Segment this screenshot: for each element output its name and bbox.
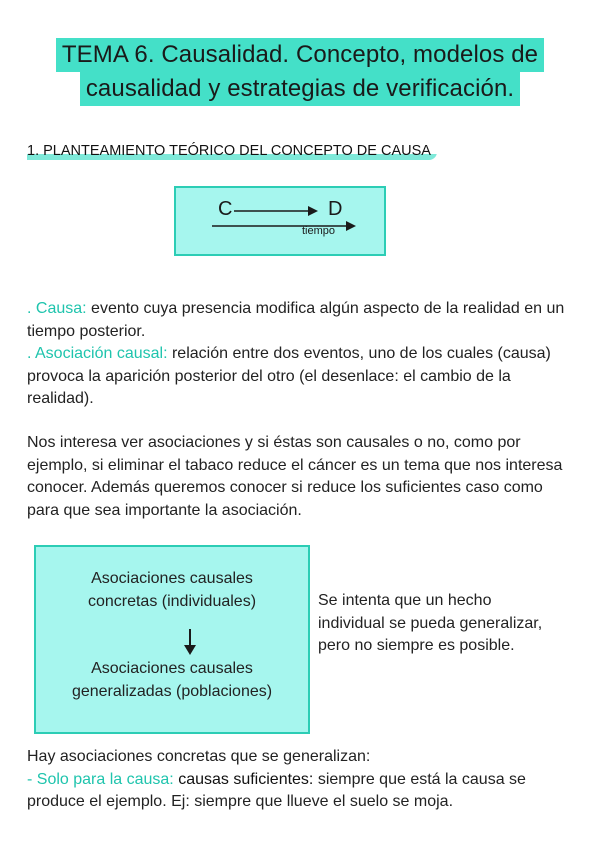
section-heading-1: 1. PLANTEAMIENTO TEÓRICO DEL CONCEPTO DE CAUSA — [27, 143, 437, 160]
page-title — [0, 38, 600, 106]
generalized-line-2: generalizadas (poblaciones) — [71, 682, 273, 700]
association-diagram — [34, 545, 310, 734]
cause-label: C — [218, 198, 233, 220]
causal-arrows — [176, 188, 384, 254]
concrete-associations — [36, 568, 308, 613]
causal-time-diagram — [174, 186, 386, 256]
causas-suficientes-text: siempre que está la causa se produce el ejemplo. Ej: siempre que llueve el suelo se moja. — [27, 770, 526, 810]
side-note-line-2: individual se pueda generalizar, — [318, 614, 543, 632]
solo-causa-term: - Solo para la causa: — [27, 770, 174, 788]
causa-definition: evento cuya presencia modifica algún aspecto de la realidad en un tiempo posterior. — [27, 300, 565, 340]
causa-term: . Causa: — [27, 300, 87, 317]
concrete-line-2: concretas (individuales) — [87, 592, 257, 610]
title-line-2: causalidad y estrategias de verificación. — [80, 72, 520, 106]
asociacion-term: . Asociación causal: — [27, 345, 168, 362]
concrete-line-1: Asociaciones causales — [91, 570, 253, 587]
side-note — [318, 590, 578, 658]
asociacion-definition: relación entre dos eventos, uno de los cuales (causa) provoca la aparición posterior del otro (el desenlace: el cambio de la realidad). — [27, 345, 551, 407]
time-axis-label: tiempo — [302, 225, 336, 237]
side-note-line-1: Se intenta que un hecho — [318, 592, 492, 609]
side-note-line-3: pero no siempre es posible. — [318, 637, 515, 654]
generalization-intro: Hay asociaciones concretas que se generalizan: — [27, 748, 371, 765]
generalized-line-1: Asociaciones causales — [91, 660, 253, 677]
generalization-paragraph — [27, 746, 572, 814]
causas-suficientes-term: causas suficientes: — [173, 770, 314, 788]
title-line-1: TEMA 6. Causalidad. Concepto, modelos de — [56, 38, 544, 72]
effect-label: D — [328, 198, 343, 220]
generalized-associations — [36, 658, 308, 703]
interest-paragraph: Nos interesa ver asociaciones y si éstas son causales o no, como por ejemplo, si eliminar el tabaco reduce el cáncer es un tema que nos interesa conocer. Además queremos conocer si reduce los suficientes caso como para que sea importante la asociación. — [27, 434, 563, 519]
definitions-paragraph — [27, 298, 572, 411]
cause-to-effect-arrow-head — [308, 206, 318, 216]
time-axis-arrow-head — [346, 221, 356, 231]
down-arrow-icon — [180, 627, 200, 657]
